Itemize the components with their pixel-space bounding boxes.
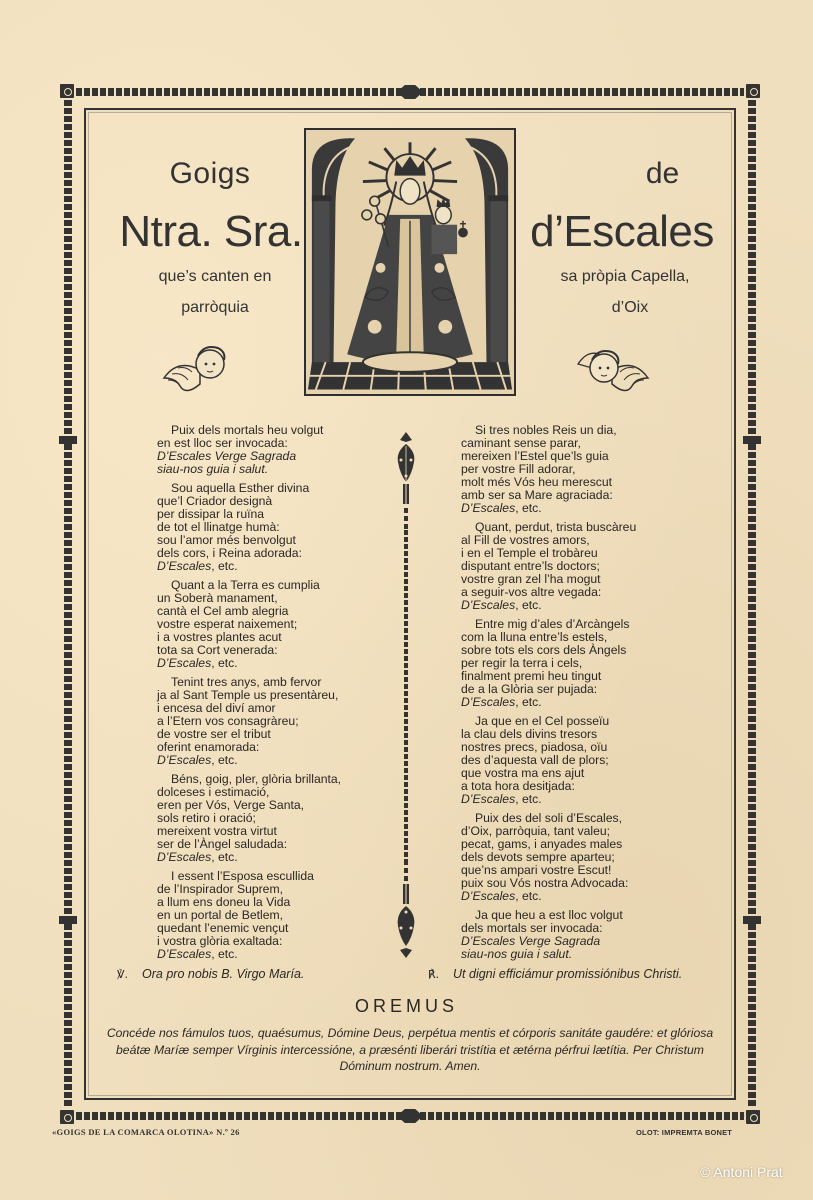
stanza — [157, 579, 387, 670]
verse-line: caminant sense parar, — [461, 436, 581, 450]
cross-ornament-icon — [59, 436, 77, 444]
stanza — [157, 773, 387, 864]
verse-line: que vostra ma ens ajut — [461, 766, 585, 780]
refrain-line — [461, 890, 691, 903]
verse-line: de vostre ser el tribut — [157, 727, 271, 741]
etc: , etc. — [211, 947, 238, 961]
stanza — [461, 909, 691, 961]
verse-line: Sou aquella Esther divina — [171, 481, 310, 495]
verse-line: Puix des del soli d’Escales, — [475, 811, 622, 825]
oremus-prayer: Concéde nos fámulos tuos, quaésumus, Dómine Deus, perpétua mentis et córporis sanitáte gaudére: et glóriosa beátæ Maríæ semper Vírginis intercessióne, a præsénti liberári tristítia et ætérna pérfrui lætítia. Per Christum Dóminum nostrum. Amen. — [106, 1026, 714, 1073]
virgin-woodcut-image — [304, 128, 516, 396]
etc: , etc. — [515, 792, 542, 806]
verse-line: i a vostres plantes acut — [157, 630, 282, 644]
refrain-short: D’Escales — [461, 501, 516, 515]
refrain-line: D’Escales Verge Sagrada — [461, 934, 601, 948]
verse-line: Puix dels mortals heu volgut — [171, 423, 324, 437]
printer-footer: OLOT: IMPREMTA BONET — [636, 1128, 733, 1137]
subtitle-right-1: sa pròpia Capella, — [560, 268, 690, 285]
verse-line: que’ns ampari vostre Escut! — [461, 863, 612, 877]
cross-ornament-icon — [59, 916, 77, 924]
verse-line: finalment premi heu tingut — [461, 669, 602, 683]
etc: , etc. — [515, 598, 542, 612]
verse-line: sou l’amor més benvolgut — [157, 533, 296, 547]
refrain-short: D’Escales — [461, 695, 516, 709]
stanza — [157, 870, 387, 961]
verse-line: sols retiro i oració; — [157, 811, 256, 825]
verse-line: pecat, gams, i anyades males — [461, 837, 623, 851]
stanza — [157, 676, 387, 767]
corner-ornament-icon — [60, 1110, 74, 1124]
verse-line: Ja que en el Cel posseïu — [475, 714, 610, 728]
refrain-short: D’Escales — [157, 850, 212, 864]
verse-line: Béns, goig, pler, glòria brillanta, — [171, 772, 342, 786]
series-footer: «GOIGS DE LA COMARCA OLOTINA» N.º 26 — [52, 1127, 240, 1137]
refrain-line — [461, 599, 691, 612]
refrain-line: siau-nos guia i salut. — [461, 947, 573, 961]
oremus-heading: OREMUS — [354, 996, 458, 1016]
response-symbol-icon: ℟. — [428, 968, 440, 981]
corner-ornament-icon — [746, 84, 760, 98]
verse-line: ser de l’Àngel saludada: — [157, 837, 288, 851]
verse-line: cantà el Cel amb alegria — [157, 604, 289, 618]
refrain-short: D’Escales — [461, 792, 516, 806]
verse-line: dels devots sempre aparteu; — [461, 850, 615, 864]
response — [428, 967, 682, 981]
refrain-line — [461, 696, 691, 709]
refrain-short: D’Escales — [157, 559, 212, 573]
verse-line: Entre mig d’ales d’Arcàngels — [475, 617, 630, 631]
verse-line: com la lluna entre’ls estels, — [461, 630, 608, 644]
stanza — [461, 424, 691, 515]
etc: , etc. — [211, 656, 238, 670]
virgin-and-child-icon — [306, 130, 514, 394]
refrain-line — [157, 851, 387, 864]
verse-line: amb ser sa Mare agraciada: — [461, 488, 613, 502]
refrain-short: D’Escales — [157, 753, 212, 767]
refrain-short: D’Escales — [461, 889, 516, 903]
response-text: Ut digni efficiámur promissiónibus Christi. — [453, 967, 683, 981]
refrain-short: D’Escales — [157, 656, 212, 670]
refrain-line: D’Escales Verge Sagrada — [157, 449, 297, 463]
verse-line: eren per Vós, Verge Santa, — [157, 798, 305, 812]
verse-line: I essent l’Esposa escullida — [171, 869, 314, 883]
verse-line: la clau dels divins tresors — [461, 727, 598, 741]
title-escales: d’Escales — [530, 207, 714, 256]
verse-line: vostre esperat naixement; — [157, 617, 298, 631]
verse-line: que’l Criador designà — [157, 494, 273, 508]
refrain-short: D’Escales — [461, 598, 516, 612]
refrain-line — [461, 793, 691, 806]
border-right — [748, 100, 756, 1108]
corner-ornament-icon — [746, 1110, 760, 1124]
stanza — [461, 521, 691, 612]
cherub-right-icon — [572, 338, 652, 402]
verse-line: mereixent vostra virtut — [157, 824, 277, 838]
refrain-line — [157, 948, 387, 961]
verse-line: mereixen l’Estel que’ls guia — [461, 449, 609, 463]
divider-stem — [404, 530, 408, 860]
verse-line: quedant l’enemic vençut — [157, 921, 289, 935]
title-goigs: Goigs — [169, 157, 251, 190]
corner-ornament-icon — [60, 84, 74, 98]
verse-line: a l’Etern vos consagràreu; — [157, 714, 299, 728]
verse-line: per vostre Fill adorar, — [461, 462, 576, 476]
refrain-line — [157, 754, 387, 767]
subtitle-left-1: que’s canten en — [158, 268, 272, 285]
stanza — [461, 812, 691, 903]
title-ntra-sra: Ntra. Sra. — [119, 207, 303, 256]
fleuron-top-icon — [396, 430, 416, 530]
verse-line: i en el Temple el trobàreu — [461, 546, 598, 560]
stanza — [157, 482, 387, 573]
verse-line: i vostra glòria exaltada: — [157, 934, 283, 948]
etc: , etc. — [515, 695, 542, 709]
stanza — [461, 715, 691, 806]
verse-line: per dissipar la ruïna — [157, 507, 265, 521]
central-divider-ornament — [396, 430, 416, 960]
versicle-text: Ora pro nobis B. Virgo María. — [142, 967, 305, 981]
refrain-short: D’Escales — [157, 947, 212, 961]
verse-line: dolceses i estimació, — [157, 785, 270, 799]
border-left — [64, 100, 72, 1108]
refrain-line — [157, 657, 387, 670]
verse-line: Quant, perdut, trista buscàreu — [475, 520, 637, 534]
verse-line: Tenint tres anys, amb fervor — [171, 675, 322, 689]
fleuron-bottom-icon — [396, 860, 416, 960]
verse-line: un Soberà manament, — [157, 591, 278, 605]
versicle — [117, 967, 304, 981]
etc: , etc. — [211, 559, 238, 573]
verse-line: dels cors, i Reina adorada: — [157, 546, 302, 560]
copyright-watermark: © Antoni Prat — [700, 1164, 783, 1180]
verse-line: a seguir-vos altre vegada: — [461, 585, 602, 599]
verse-line: de tot el llinatge humà: — [157, 520, 280, 534]
etc: , etc. — [515, 501, 542, 515]
verse-line: des d’aquesta vall de plors; — [461, 753, 609, 767]
verse-line: Si tres nobles Reis un dia, — [475, 423, 617, 437]
refrain-line: siau-nos guia i salut. — [157, 462, 269, 476]
verse-line: ja al Sant Temple us presentàreu, — [157, 688, 339, 702]
etc: , etc. — [515, 889, 542, 903]
verse-line: per regir la terra i cels, — [461, 656, 583, 670]
verse-line: en est lloc ser invocada: — [157, 436, 288, 450]
verse-line: molt més Vós heu merescut — [461, 475, 613, 489]
etc: , etc. — [211, 850, 238, 864]
verse-line: puix sou Vós nostra Advocada: — [461, 876, 629, 890]
verses-left-column — [157, 424, 387, 967]
cross-ornament-icon — [743, 436, 761, 444]
verse-line: Quant a la Terra es cumplia — [171, 578, 320, 592]
verse-line: a llum ens doneu la Vida — [157, 895, 291, 909]
verse-line: de a la Glòria ser pujada: — [461, 682, 598, 696]
verse-line: al Fill de vostres amors, — [461, 533, 590, 547]
stanza — [157, 424, 387, 476]
verse-line: a tota hora desitjada: — [461, 779, 575, 793]
verse-line: vostre gran zel l’ha mogut — [461, 572, 601, 586]
verse-line: Ja que heu a est lloc volgut — [475, 908, 623, 922]
cross-ornament-icon — [743, 916, 761, 924]
title-de: de — [645, 157, 680, 190]
verses-right-column — [461, 424, 691, 967]
verse-line: de l’Inspirador Suprem, — [157, 882, 283, 896]
verse-line: en un portal de Betlem, — [157, 908, 284, 922]
verse-line: disputant entre’ls doctors; — [461, 559, 600, 573]
cherub-left-icon — [160, 338, 240, 402]
verse-line: oferint enamorada: — [157, 740, 260, 754]
verse-line: nostres precs, piadosa, oïu — [461, 740, 608, 754]
verse-line: tota sa Cort venerada: — [157, 643, 278, 657]
verse-line: i encesa del diví amor — [157, 701, 276, 715]
verse-line: sobre tots els cors dels Àngels — [461, 643, 627, 657]
verse-line: d’Oix, parròquia, tant valeu; — [461, 824, 611, 838]
versicle-symbol-icon: ℣. — [117, 968, 129, 981]
subtitle-right-2: d’Oix — [611, 299, 649, 316]
refrain-line — [157, 560, 387, 573]
etc: , etc. — [211, 753, 238, 767]
subtitle-left-2: parròquia — [181, 299, 249, 316]
refrain-line — [461, 502, 691, 515]
stanza — [461, 618, 691, 709]
verse-line: dels mortals ser invocada: — [461, 921, 603, 935]
